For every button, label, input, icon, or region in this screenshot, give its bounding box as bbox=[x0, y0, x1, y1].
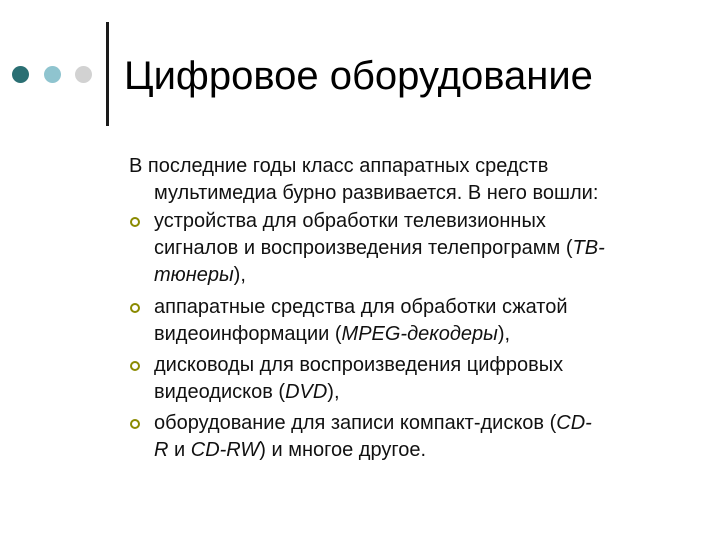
list-item bbox=[129, 352, 669, 406]
item-1-line-2 bbox=[154, 235, 669, 262]
item-4-line-1 bbox=[154, 410, 669, 437]
intro-paragraph bbox=[129, 153, 669, 207]
title-divider bbox=[106, 22, 109, 126]
bullet-list bbox=[129, 208, 669, 464]
item-1-text-end: ), bbox=[233, 264, 246, 286]
item-4-term-2: CD-RW bbox=[190, 439, 260, 461]
bullet-circle-icon bbox=[130, 419, 140, 429]
item-3-text-end: ), bbox=[327, 381, 340, 403]
slide-title: Цифровое оборудование bbox=[124, 54, 593, 98]
item-3-line-1: дисководы для воспроизведения цифровых bbox=[154, 354, 564, 376]
bullet-circle-icon bbox=[130, 217, 140, 227]
intro-line-1: В последние годы класс аппаратных средств bbox=[129, 155, 549, 177]
decor-dot-light bbox=[75, 66, 92, 83]
item-1-line-3 bbox=[154, 262, 669, 289]
item-2-text: видеоинформации ( bbox=[154, 323, 342, 345]
item-3-text: видеодисков ( bbox=[154, 381, 286, 403]
item-4-term: CD- bbox=[556, 412, 592, 434]
item-4-text: оборудование для записи компакт-дисков ( bbox=[154, 412, 557, 434]
list-item bbox=[129, 294, 669, 348]
item-1-term-cont: тюнеры bbox=[154, 264, 234, 286]
item-3-term: DVD bbox=[285, 381, 328, 403]
item-2-term: MPEG-декодеры bbox=[341, 323, 498, 345]
item-4-text-end: ) и многое другое. bbox=[259, 439, 427, 461]
list-item bbox=[129, 410, 669, 464]
item-4-line-2 bbox=[154, 437, 669, 464]
slide-body bbox=[129, 153, 669, 468]
list-item bbox=[129, 208, 669, 289]
item-2-line-2 bbox=[154, 321, 669, 348]
item-2-line-1: аппаратные средства для обработки сжатой bbox=[154, 296, 568, 318]
item-1-text: сигналов и воспроизведения телепрограмм ( bbox=[154, 237, 573, 259]
item-2-text-end: ), bbox=[497, 323, 511, 345]
intro-line-2: мультимедиа бурно развивается. В него вошли: bbox=[154, 182, 599, 204]
item-4-text-mid: и bbox=[168, 439, 191, 461]
item-3-line-2 bbox=[154, 379, 669, 406]
bullet-circle-icon bbox=[130, 361, 140, 371]
decor-dot-dark bbox=[12, 66, 29, 83]
item-1-term: ТВ- bbox=[572, 237, 605, 259]
decor-dot-mid bbox=[44, 66, 61, 83]
item-1-line-1: устройства для обработки телевизионных bbox=[154, 210, 546, 232]
bullet-circle-icon bbox=[130, 303, 140, 313]
item-4-term-cont: R bbox=[154, 439, 169, 461]
